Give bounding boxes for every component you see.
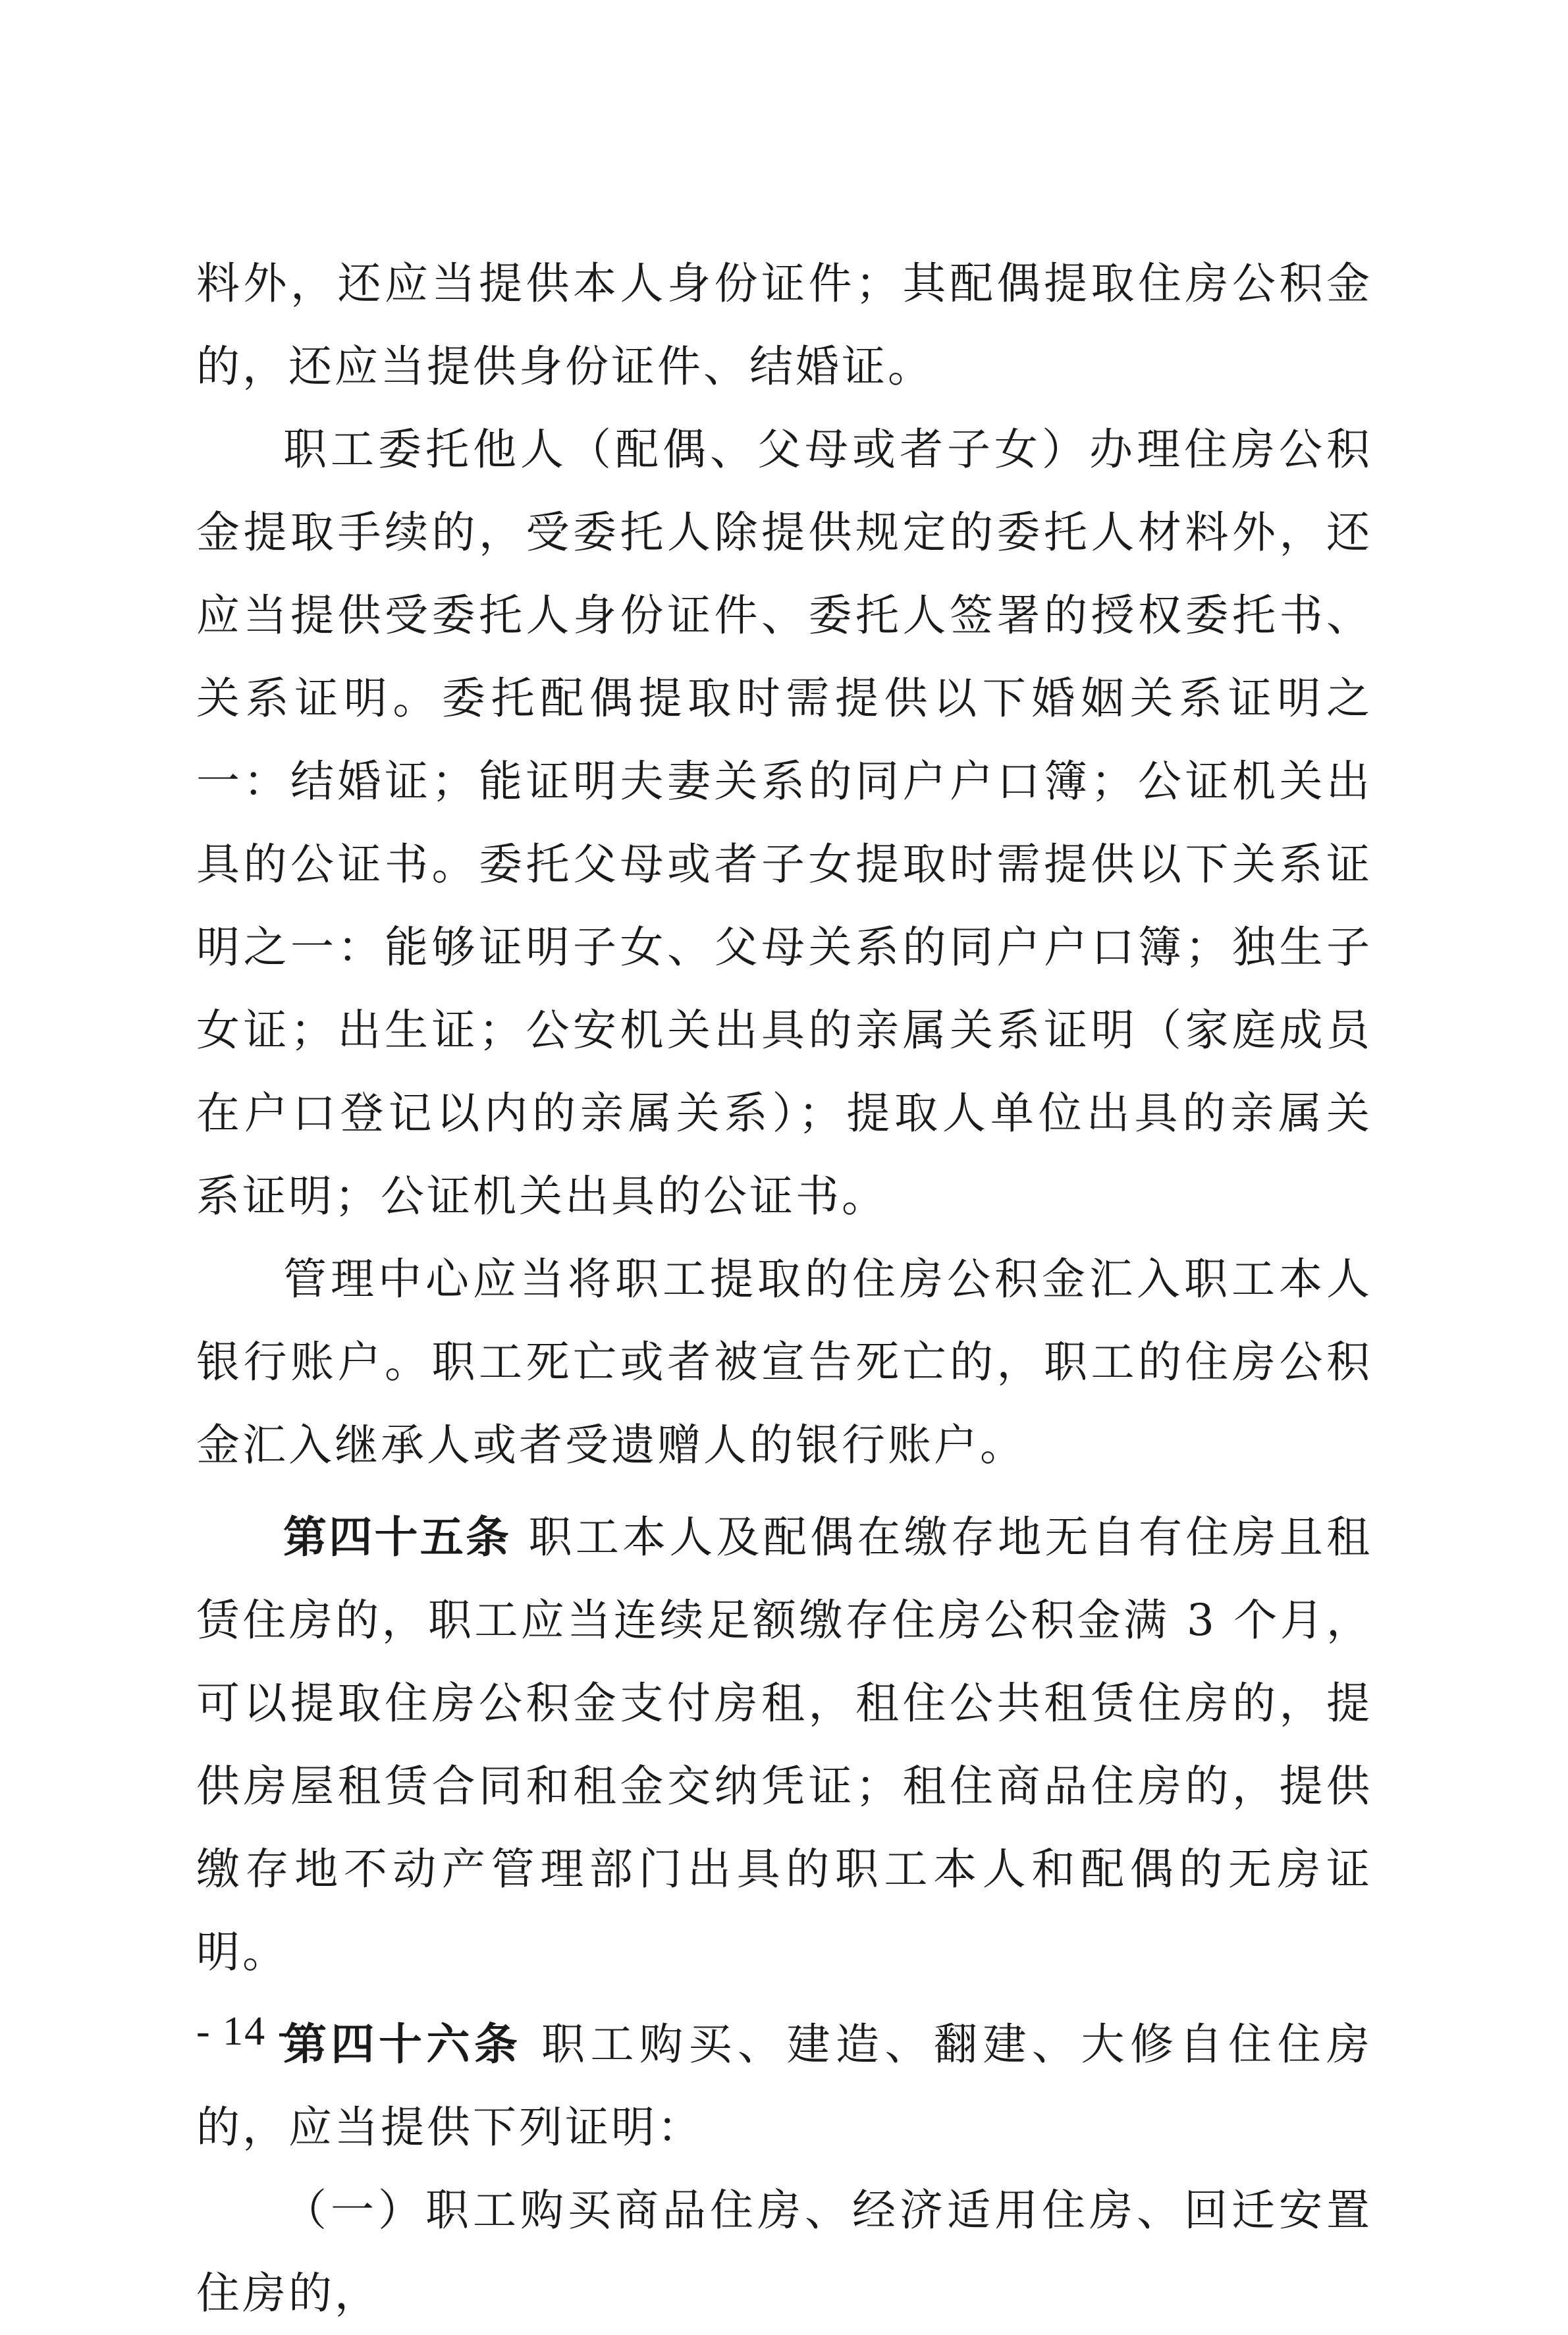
document-body: [196, 242, 1372, 2335]
article-text: 职工本人及配偶在缴存地无自有住房且租赁住房的，职工应当连续足额缴存住房公积金满 3 个月，可以提取住房公积金支付房租，租住公共租赁住房的，提供房屋租赁合同和租金交纳凭证；租住商品住房的，提供缴存地不动产管理部门出具的职工本人和配偶的无房证明。: [196, 1512, 1373, 1977]
page-number: - 14 -: [196, 2009, 293, 2054]
paragraph-entrustment: [196, 408, 1372, 1238]
article-title: 第四十五条: [283, 1512, 512, 1563]
paragraph-text: 职工委托他人（配偶、父母或者子女）办理住房公积金提取手续的，受委托人除提供规定的委托人材料外，还应当提供受委托人身份证件、委托人签署的授权委托书、关系证明。委托配偶提取时需提供以下婚姻关系证明之一：结婚证；能证明夫妻关系的同户户口簿；公证机关出具的公证书。委托父母或者子女提取时需提供以下关系证明之一：能够证明子女、父母关系的同户户口簿；独生子女证；出生证；公安机关出具的亲属关系证明（家庭成员在户口登记以内的亲属关系）；提取人单位出具的亲属关系证明；公证机关出具的公证书。: [196, 424, 1372, 1221]
article-46: [196, 2003, 1372, 2169]
article-title: 第四十六条: [283, 2019, 522, 2070]
list-item-1: [196, 2169, 1372, 2335]
paragraph-text: 料外，还应当提供本人身份证件；其配偶提取住房公积金的，还应当提供身份证件、结婚证。: [196, 258, 1372, 392]
list-item-text: （一）职工购买商品住房、经济适用住房、回迁安置住房的，: [196, 2185, 1372, 2319]
article-text: 职工购买、建造、翻建、大修自住住房的，应当提供下列证明：: [196, 2019, 1373, 2153]
paragraph-bank-account: [196, 1238, 1372, 1487]
article-45: [196, 1496, 1372, 1994]
paragraph-continuation: [196, 242, 1372, 408]
paragraph-text: 管理中心应当将职工提取的住房公积金汇入职工本人银行账户。职工死亡或者被宣告死亡的，职工的住房公积金汇入继承人或者受遗赠人的银行账户。: [196, 1254, 1372, 1470]
